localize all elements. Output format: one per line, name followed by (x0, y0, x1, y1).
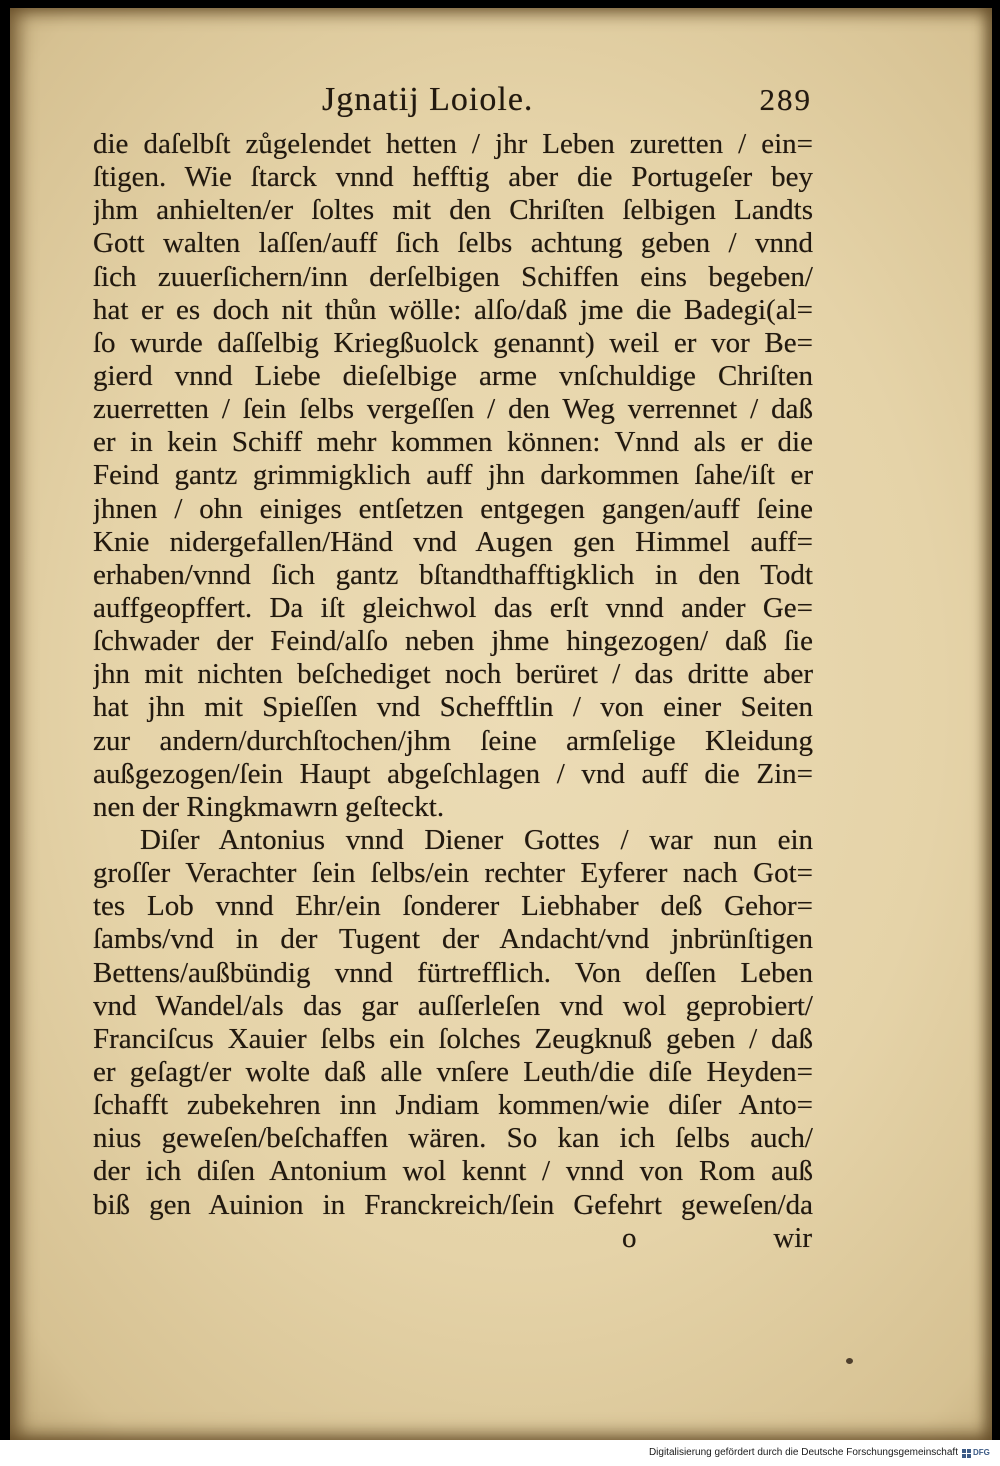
text-line: er in kein Schiff mehr kommen können: Vnnd als er die (93, 426, 813, 459)
running-title: Jgnatij Loiole. (322, 81, 534, 118)
paper-speck (846, 1358, 853, 1364)
dfg-logo (962, 1447, 996, 1459)
text-line: tes Lob vnnd Ehr/ein ſonderer Liebhaber deß Gehor= (93, 890, 813, 923)
text-line: Feind gantz grimmigklich auff jhn darkommen ſahe/iſt er (93, 459, 813, 492)
dfg-logo-icon (962, 1449, 971, 1458)
text-line: nius geweſen/beſchaffen wären. So kan ich ſelbs auch/ (93, 1122, 813, 1155)
signature-mark: o (622, 1222, 637, 1254)
text-line: er geſagt/er wolte daß alle vnſere Leuth/die diſe Heyden= (93, 1055, 813, 1088)
text-line: ſo wurde daſſelbig Kriegßuolck genannt) weil er vor Be= (93, 326, 813, 359)
text-line: außgezogen/ſein Haupt abgeſchlagen / vnd auff die Zin= (93, 757, 813, 790)
text-line: hat jhn mit Spieſſen vnd Schefftlin / von einer Seiten (93, 691, 813, 724)
dfg-logo-text: DFG (973, 1448, 990, 1457)
text-line: Franciſcus Xauier ſelbs ein ſolches Zeugknuß geben / daß (93, 1022, 813, 1055)
text-line: erhaben/vnnd ſich gantz bſtandthafftigklich in den Todt (93, 558, 813, 591)
text-line: zuerretten / ſein ſelbs vergeſſen / den Weg verrennet / daß (93, 393, 813, 426)
page-number: 289 (759, 82, 812, 117)
text-line: Bettens/außbündig vnnd fürtrefflich. Von deſſen Leben (93, 956, 813, 989)
digitization-footer (0, 1440, 1000, 1466)
text-line: ſich zuuerſichern/inn derſelbigen Schiffen eins begeben/ (93, 260, 813, 293)
text-line: die daſelbſt zůgelendet hetten / jhr Leben zuretten / ein= (93, 128, 813, 160)
text-line: vnd Wandel/als das gar auſſerleſen vnd wol geprobiert/ (93, 989, 813, 1022)
text-line: auffgeopffert. Da iſt gleichwol das erſt vnnd ander Ge= (93, 591, 813, 624)
book-page (10, 8, 992, 1440)
text-line: jhnen / ohn einiges entſetzen entgegen gangen/auff ſeine (93, 492, 813, 525)
text-line: hat er es doch nit thůn wölle: alſo/daß jme die Badegi(al= (93, 293, 813, 326)
text-line: ſchafft zubekehren inn Jndiam kommen/wie diſer Anto= (93, 1089, 813, 1122)
text-line: biß gen Auinion in Franckreich/ſein Gefehrt geweſen/da (93, 1188, 813, 1221)
text-line: jhn mit nichten beſchediget noch berüret / das dritte aber (93, 658, 813, 691)
text-line: Knie nidergefallen/Händ vnd Augen gen Himmel auff= (93, 525, 813, 558)
text-line: zur andern/durchſtochen/jhm ſeine armſelige Kleidung (93, 724, 813, 757)
text-line: ſchwader der Feind/alſo neben jhme hingezogen/ daß ſie (93, 625, 813, 658)
text-line: der ich diſen Antonium wol kennt / vnnd von Rom auß (93, 1155, 813, 1188)
text-line: groſſer Verachter ſein ſelbs/ein rechter Eyferer nach Got= (93, 857, 813, 890)
body-text (93, 128, 813, 1222)
text-line: ſtigen. Wie ſtarck vnnd hefftig aber die Portugeſer bey (93, 161, 813, 194)
text-line: Gott walten laſſen/auff ſich ſelbs achtung geben / vnnd (93, 227, 813, 260)
text-line: ſambs/vnd in der Tugent der Andacht/vnd jnbrünſtigen (93, 923, 813, 956)
text-line: jhm anhielten/er ſoltes mit den Chriſten ſelbigen Landts (93, 194, 813, 227)
text-line: gierd vnnd Liebe dieſelbige arme vnſchuldige Chriſten (93, 359, 813, 392)
catchword: wir (773, 1222, 812, 1254)
paragraph-end-line: nen der Ringkmawrn geſteckt. (93, 790, 445, 823)
paragraph-start-line: Diſer Antonius vnnd Diener Gottes / war nun ein (140, 823, 813, 856)
funding-note: Digitalisierung gefördert durch die Deutsche Forschungsgemeinschaft (648, 1447, 958, 1458)
